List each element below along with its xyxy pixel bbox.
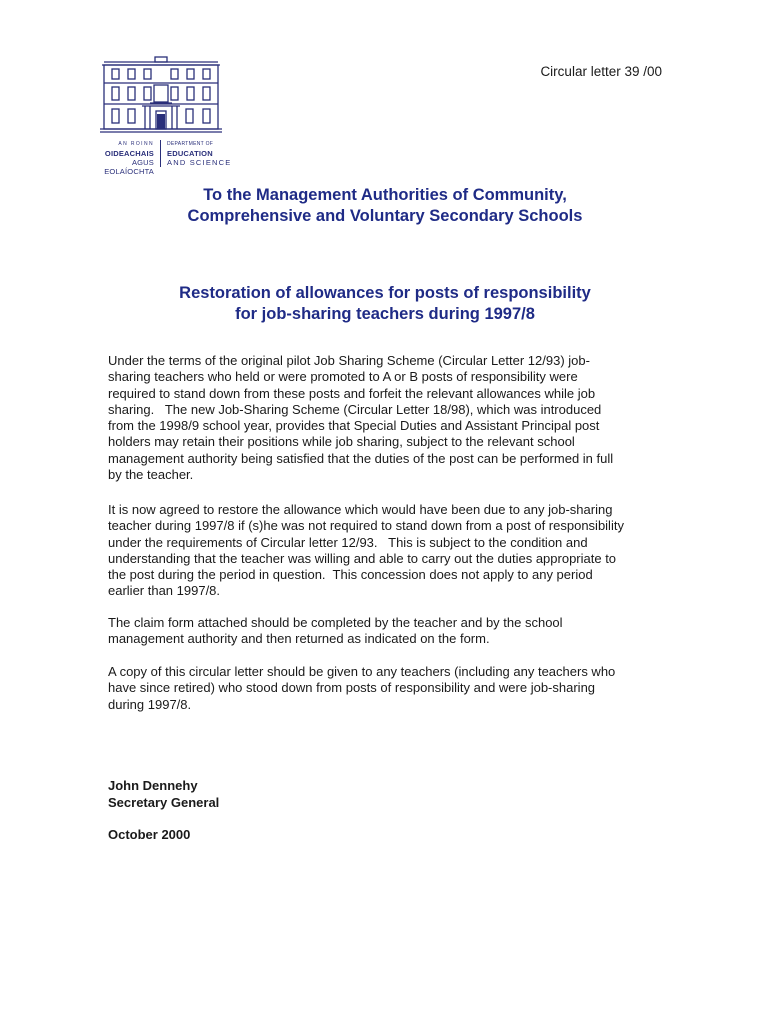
heading-line: for job-sharing teachers during 1997/8: [235, 305, 535, 323]
heading-line: Comprehensive and Voluntary Secondary Schools: [187, 207, 583, 225]
text-line: teacher during 1997/8 if (s)he was not required to stand down from a post of responsibility: [108, 518, 624, 534]
paragraph-1: [108, 353, 664, 483]
signature-block: [108, 778, 219, 811]
text-line: by the teacher.: [108, 467, 194, 483]
text-line: the post during the period in question. This concession does not apply to any period: [108, 567, 593, 583]
logo-line: OIDEACHAIS: [104, 149, 154, 158]
text-line: management authority and then returned as indicated on the form.: [108, 631, 490, 647]
text-line: have since retired) who stood down from posts of responsibility and were job-sharing: [108, 680, 596, 696]
signatory-title: Secretary General: [108, 794, 220, 810]
logo-irish-text: [82, 140, 154, 176]
department-logo: [82, 56, 242, 176]
letter-date: October 2000: [108, 827, 191, 842]
logo-line: EDUCATION: [167, 149, 213, 158]
text-line: sharing. The new Job-Sharing Scheme (Circular Letter 18/98), which was introduced: [108, 401, 602, 417]
logo-line: AGUS EOLAÍOCHTA: [104, 158, 154, 176]
text-line: during 1997/8.: [108, 696, 192, 712]
building-logo-icon: [100, 56, 222, 134]
subject-heading: [80, 283, 690, 325]
text-line: earlier than 1997/8.: [108, 583, 221, 599]
text-line: required to stand down from these posts and forfeit the relevant allowances while job: [108, 385, 596, 401]
text-line: sharing teachers who held or were promoted to A or B posts of responsibility were: [108, 369, 578, 385]
paragraph-2: [108, 502, 664, 600]
paragraph-3: [108, 615, 664, 648]
text-line: under the requirements of Circular letter 12/93. This is subject to the condition and: [108, 534, 588, 550]
logo-english-text: [160, 140, 247, 167]
addressee-heading: [80, 185, 690, 227]
text-line: The claim form attached should be completed by the teacher and by the school: [108, 615, 563, 630]
signatory-name: John Dennehy: [108, 778, 198, 793]
paragraph-4: [108, 664, 664, 713]
text-line: management authority being satisfied that the duties of the post can be performed in full: [108, 450, 614, 466]
logo-line: AND SCIENCE: [167, 158, 232, 167]
logo-line: AN ROINN: [118, 141, 154, 147]
logo-line: DEPARTMENT OF: [167, 141, 214, 147]
text-line: A copy of this circular letter should be given to any teachers (including any teachers who: [108, 664, 616, 679]
text-line: holders may retain their positions while job sharing, subject to the relevant school: [108, 434, 575, 450]
text-line: understanding that the teacher was willing and able to carry out the duties appropriate to: [108, 550, 617, 566]
heading-line: Restoration of allowances for posts of responsibility: [179, 284, 591, 302]
text-line: It is now agreed to restore the allowance which would have been due to any job-sharing: [108, 502, 613, 517]
text-line: from the 1998/9 school year, provides that Special Duties and Assistant Principal post: [108, 418, 600, 434]
heading-line: To the Management Authorities of Community,: [203, 186, 567, 204]
circular-reference: Circular letter 39 /00: [540, 64, 662, 79]
text-line: Under the terms of the original pilot Job Sharing Scheme (Circular Letter 12/93) job-: [108, 353, 590, 368]
